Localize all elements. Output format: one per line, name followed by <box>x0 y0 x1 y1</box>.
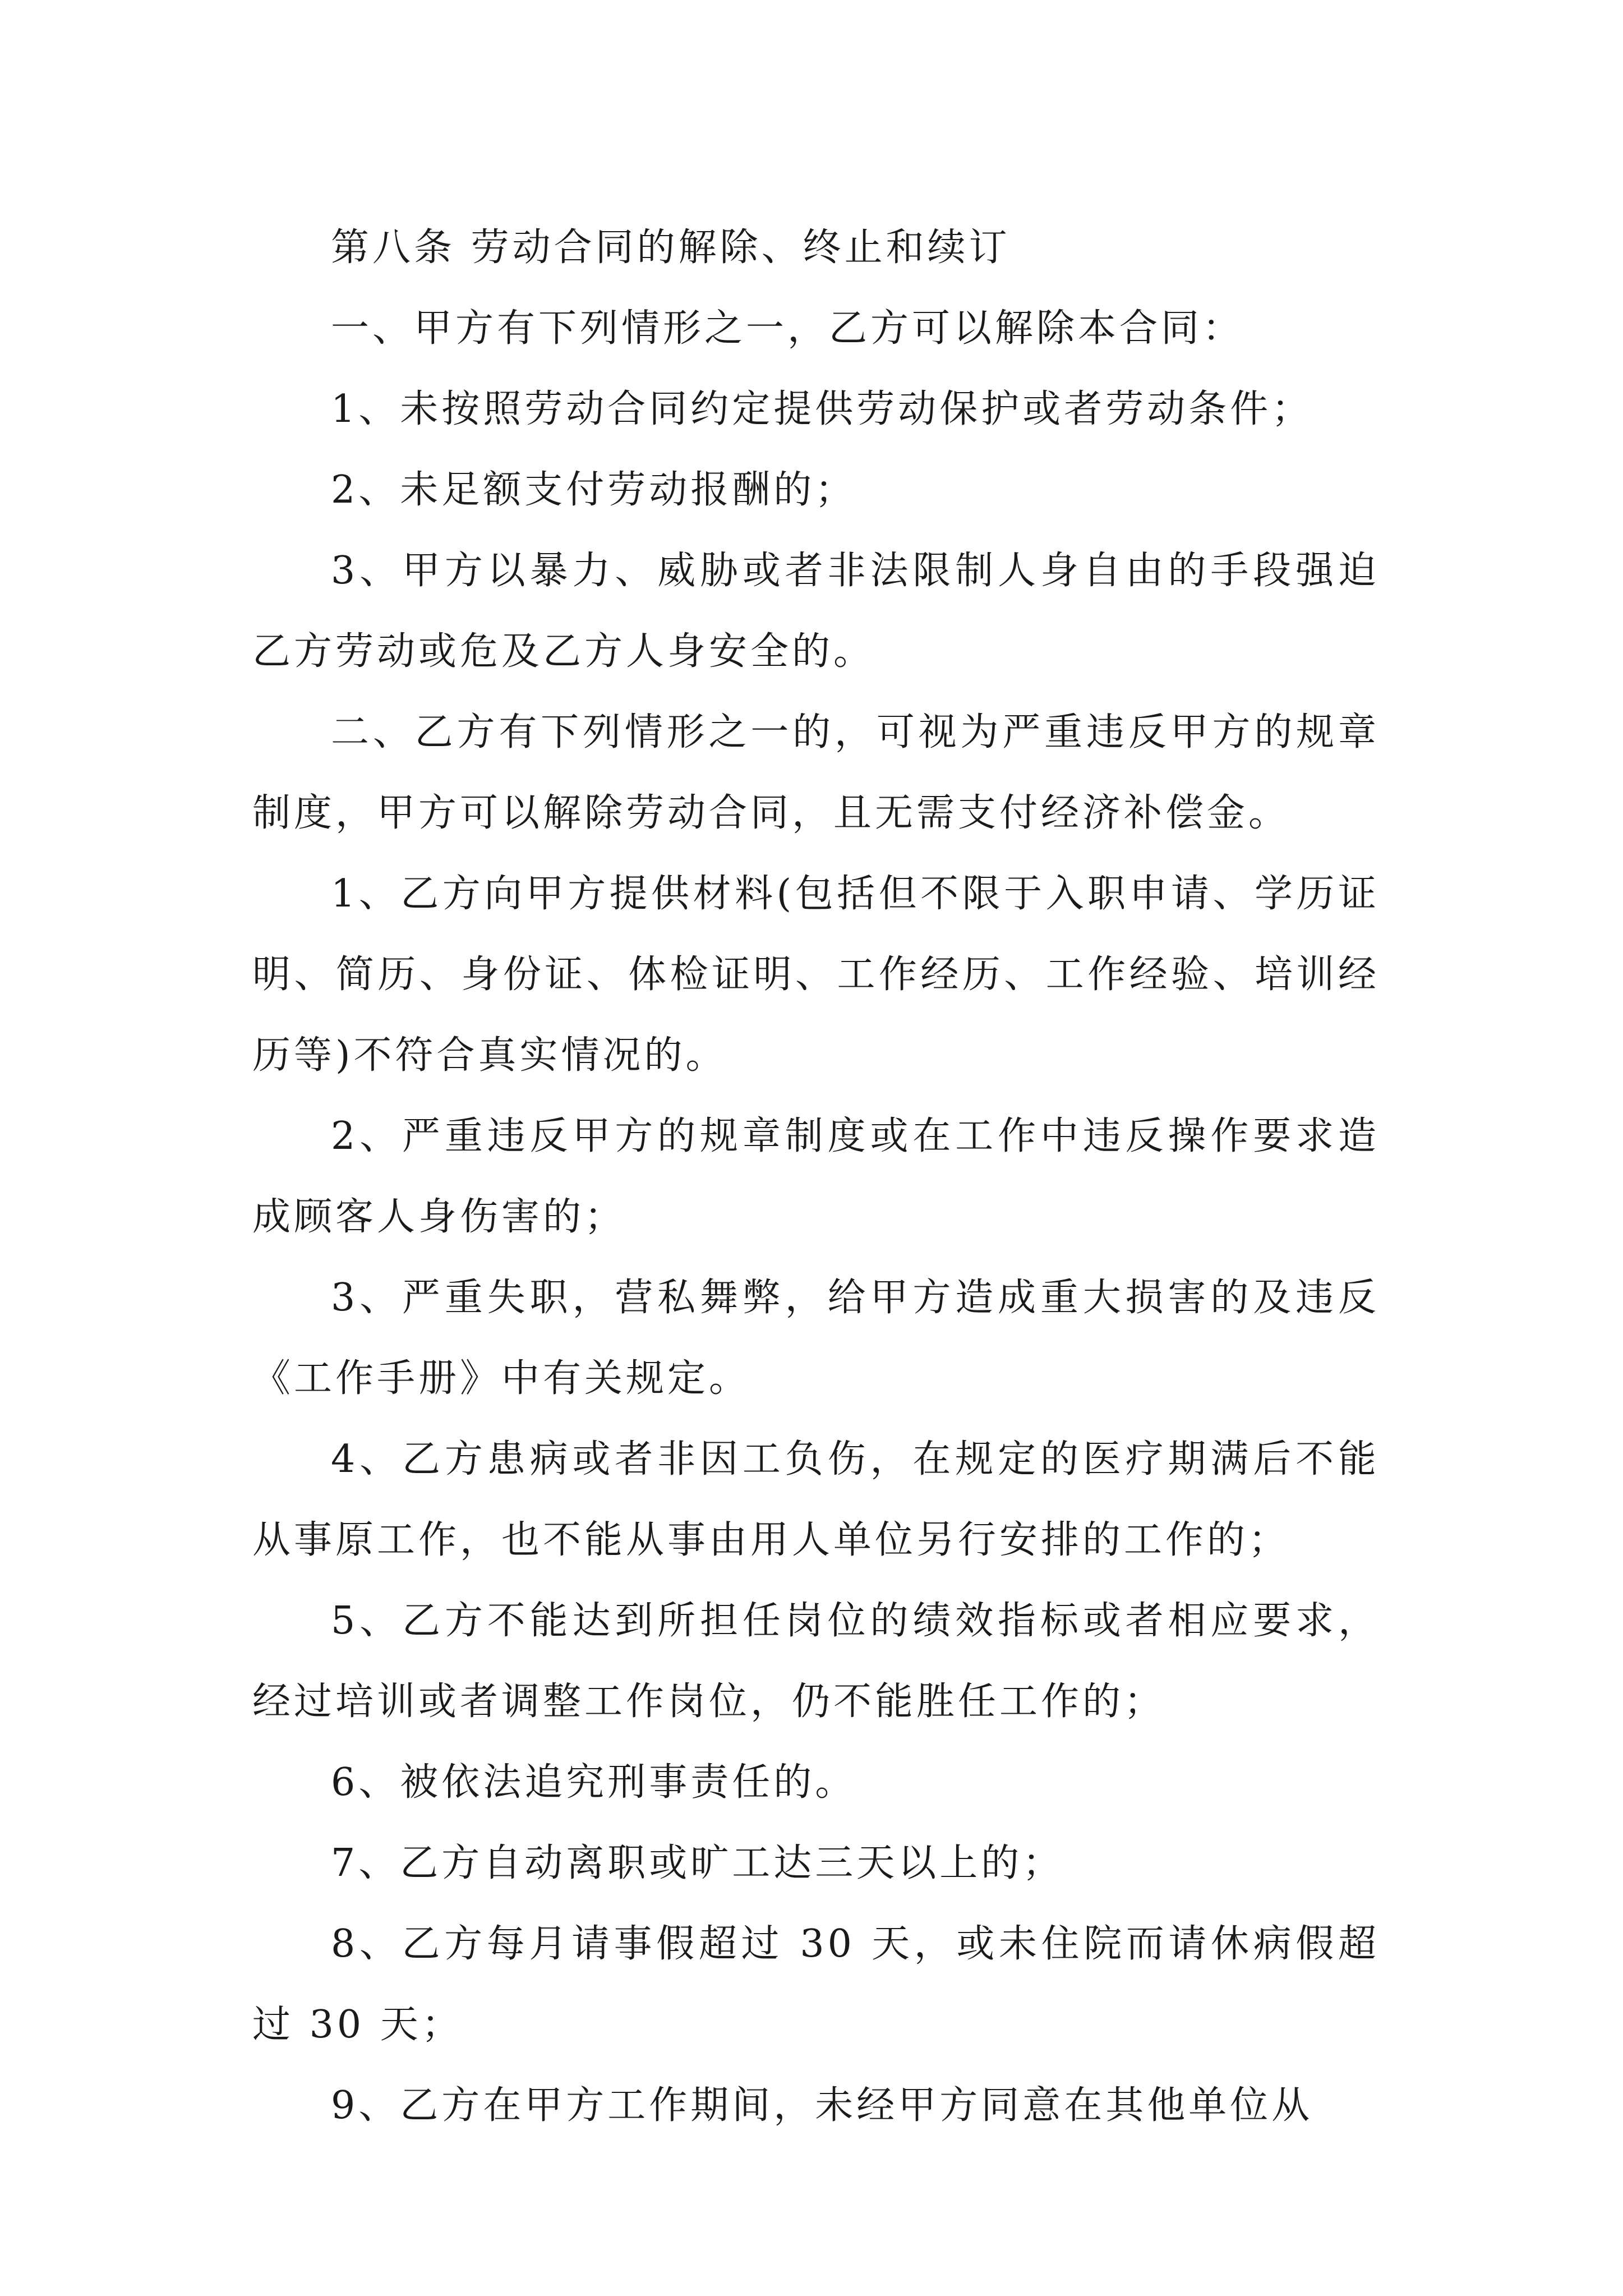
section-one-item-2: 2、未足额支付劳动报酬的； <box>331 468 857 512</box>
section-two-item-7: 7、乙方自动离职或旷工达三天以上的； <box>331 1841 1064 1885</box>
section-two-item-1: 1、乙方向甲方提供材料(包括但不限于入职申请、学历证明、简历、身份证、体检证明、工作经历、工作经验、培训经历等)不符合真实情况的。 <box>252 872 1380 1078</box>
document-body <box>252 208 1380 2146</box>
section-one-item-1: 1、未按照劳动合同约定提供劳动保护或者劳动条件； <box>331 387 1313 431</box>
section-two-intro: 二、乙方有下列情形之一的，可视为严重违反甲方的规章制度，甲方可以解除劳动合同，且无需支付经济补偿金。 <box>252 710 1380 835</box>
section-two-item-6: 6、被依法追究刑事责任的。 <box>331 1760 857 1805</box>
section-two-item-2: 2、严重违反甲方的规章制度或在工作中违反操作要求造成顾客人身伤害的； <box>252 1114 1380 1239</box>
section-two-item-5: 5、乙方不能达到所担任岗位的绩效指标或者相应要求，经过培训或者调整工作岗位，仍不能胜任工作的； <box>252 1599 1380 1724</box>
section-two-item-8: 8、乙方每月请事假超过 30 天，或未住院而请休病假超过 30 天； <box>252 1922 1380 2047</box>
article-heading: 第八条 劳动合同的解除、终止和续订 <box>331 226 1011 270</box>
section-two-item-9: 9、乙方在甲方工作期间，未经甲方同意在其他单位从 <box>331 2083 1313 2128</box>
section-one-item-3: 3、甲方以暴力、威胁或者非法限制人身自由的手段强迫乙方劳动或危及乙方人身安全的。 <box>252 549 1380 674</box>
section-two-item-4: 4、乙方患病或者非因工负伤，在规定的医疗期满后不能从事原工作，也不能从事由用人单位另行安排的工作的； <box>252 1437 1380 1562</box>
section-one-intro: 一、甲方有下列情形之一，乙方可以解除本合同： <box>331 306 1244 351</box>
section-two-item-3: 3、严重失职，营私舞弊，给甲方造成重大损害的及违反《工作手册》中有关规定。 <box>252 1276 1380 1401</box>
